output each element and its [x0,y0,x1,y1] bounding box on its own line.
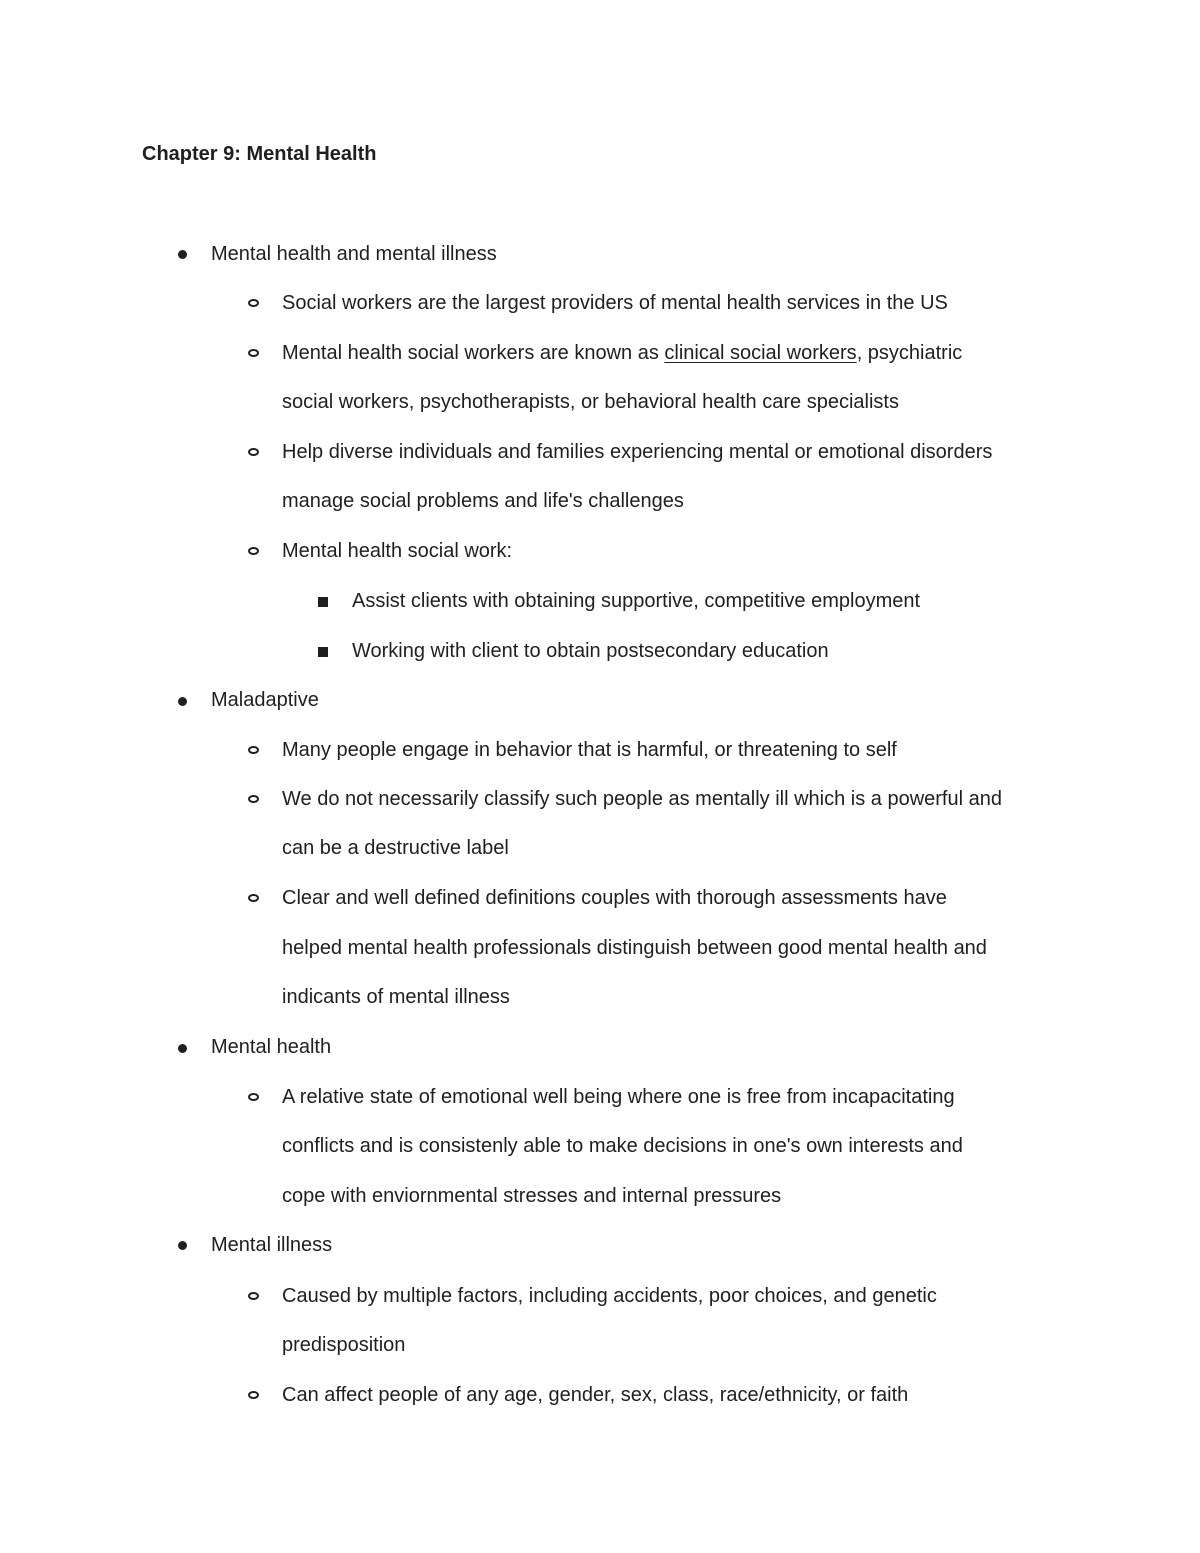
bullet-circle-icon [248,1093,259,1101]
bullet-circle-icon [248,349,259,357]
list-item: Mental health social work: [282,540,513,562]
list-item: Help diverse individuals and families experiencing mental or emotional disorders [282,441,993,463]
section-heading: Mental health [211,1036,332,1058]
sub-list-item: Assist clients with obtaining supportive, competitive employment [352,590,921,612]
list-item-continuation: social workers, psychotherapists, or behavioral health care specialists [282,391,899,413]
bullet-circle-icon [248,795,259,803]
clinical-social-workers-term: clinical social workers [664,342,857,364]
list-item: Caused by multiple factors, including accidents, poor choices, and genetic [282,1285,937,1307]
bullet-dot-icon [178,250,187,259]
list-item-text: , psychiatric [856,342,963,364]
bullet-circle-icon [248,299,259,307]
bullet-square-icon [318,647,328,657]
sub-list-item: Working with client to obtain postsecondary education [352,640,829,662]
list-item: Can affect people of any age, gender, sex, class, race/ethnicity, or faith [282,1384,909,1406]
page-title: Chapter 9: Mental Health [142,143,377,165]
list-item-continuation: conflicts and is consistenly able to make decisions in one's own interests and [282,1135,963,1157]
list-item: We do not necessarily classify such people as mentally ill which is a powerful and [282,788,1002,810]
bullet-dot-icon [178,1044,187,1053]
list-item-text: Mental health social workers are known as [282,342,665,364]
list-item-continuation: can be a destructive label [282,837,509,859]
list-item: Social workers are the largest providers of mental health services in the US [282,292,948,314]
list-item-continuation: manage social problems and life's challenges [282,490,684,512]
list-item-continuation: cope with enviornmental stresses and internal pressures [282,1185,782,1207]
section-heading: Maladaptive [211,689,319,711]
bullet-circle-icon [248,547,259,555]
bullet-circle-icon [248,894,259,902]
list-item: Clear and well defined definitions couples with thorough assessments have [282,887,947,909]
bullet-circle-icon [248,746,259,754]
list-item-continuation: predisposition [282,1334,406,1356]
bullet-dot-icon [178,697,187,706]
list-item: A relative state of emotional well being where one is free from incapacitating [282,1086,955,1108]
section-heading: Mental health and mental illness [211,243,497,265]
bullet-circle-icon [248,1391,259,1399]
list-item-continuation: helped mental health professionals distinguish between good mental health and [282,937,987,959]
list-item: Many people engage in behavior that is harmful, or threatening to self [282,739,897,761]
section-heading: Mental illness [211,1234,333,1256]
list-item-continuation: indicants of mental illness [282,986,510,1008]
bullet-circle-icon [248,1292,259,1300]
bullet-circle-icon [248,448,259,456]
bullet-dot-icon [178,1241,187,1250]
bullet-square-icon [318,597,328,607]
list-item [282,340,962,366]
